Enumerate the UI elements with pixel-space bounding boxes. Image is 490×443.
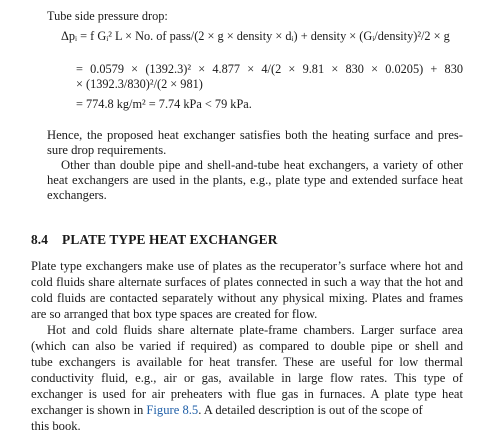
conclusion-line-2: sure drop requirements. xyxy=(47,143,167,157)
conclusion-line-1: Hence, the proposed heat exchanger satisfies both the heating surface and pres- xyxy=(47,128,463,142)
body-p2-line-6 xyxy=(31,403,423,418)
body-p1-line-1: Plate type exchangers make use of plates as the recuperator’s surface where hot and xyxy=(31,259,463,273)
section-number: 8.4 xyxy=(31,232,49,247)
body-p2-line-7: this book. xyxy=(31,419,81,433)
figure-8-5-link[interactable]: Figure 8.5 xyxy=(146,403,199,417)
substitution-line-2: × (1392.3/830)²/(2 × 981) xyxy=(76,77,203,91)
body-p2-line-5: exchanger is used for air preheaters with flue gas in furnaces. A plate type heat xyxy=(31,387,463,401)
equation-label: Tube side pressure drop: xyxy=(47,9,168,23)
conclusion-line-3: Other than double pipe and shell-and-tube heat exchangers, a variety of other xyxy=(61,158,463,172)
pressure-drop-formula: Δpᵢ = f Gᵢ² L × No. of pass/(2 × g × density × dᵢ) + density × (Gᵢ/density)²/2 × g xyxy=(61,29,450,43)
body-p1-line-3: cold fluids are contacted separately without any physical mixing. Plates and frames xyxy=(31,291,463,305)
body-p1-line-2: cold fluids share alternate surfaces of plates connected in such a way that the hot and xyxy=(31,275,463,289)
result-line: = 774.8 kg/m² = 7.74 kPa < 79 kPa. xyxy=(76,97,252,111)
body-p2-line-3: tube exchangers is available for heat transfer. These are useful for low thermal xyxy=(31,355,463,369)
conclusion-line-4: heat exchangers are used in the plants, e.g., plate type and extended surface heat xyxy=(47,173,463,187)
section-title: PLATE TYPE HEAT EXCHANGER xyxy=(62,232,278,247)
body-p2-line-2: (which can also be varied if required) as compared to double pipe or shell and xyxy=(31,339,463,353)
body-p1-line-4: are so arranged that box type spaces are created for flow. xyxy=(31,307,318,321)
substitution-line-1: = 0.0579 × (1392.3)² × 4.877 × 4/(2 × 9.81 × 830 × 0.0205) + 830 xyxy=(76,62,463,76)
conclusion-line-5: exchangers. xyxy=(47,188,107,202)
line-6-text-after: . A detailed description is out of the scope of xyxy=(198,403,423,417)
line-6-text-before: exchanger is shown in xyxy=(31,403,147,417)
body-p2-line-4: conductivity fluid, e.g., air or gas, available in large flow rates. This type of xyxy=(31,371,463,385)
section-heading xyxy=(31,232,277,248)
body-p2-line-1: Hot and cold fluids share alternate plate-frame chambers. Larger surface area xyxy=(47,323,463,337)
